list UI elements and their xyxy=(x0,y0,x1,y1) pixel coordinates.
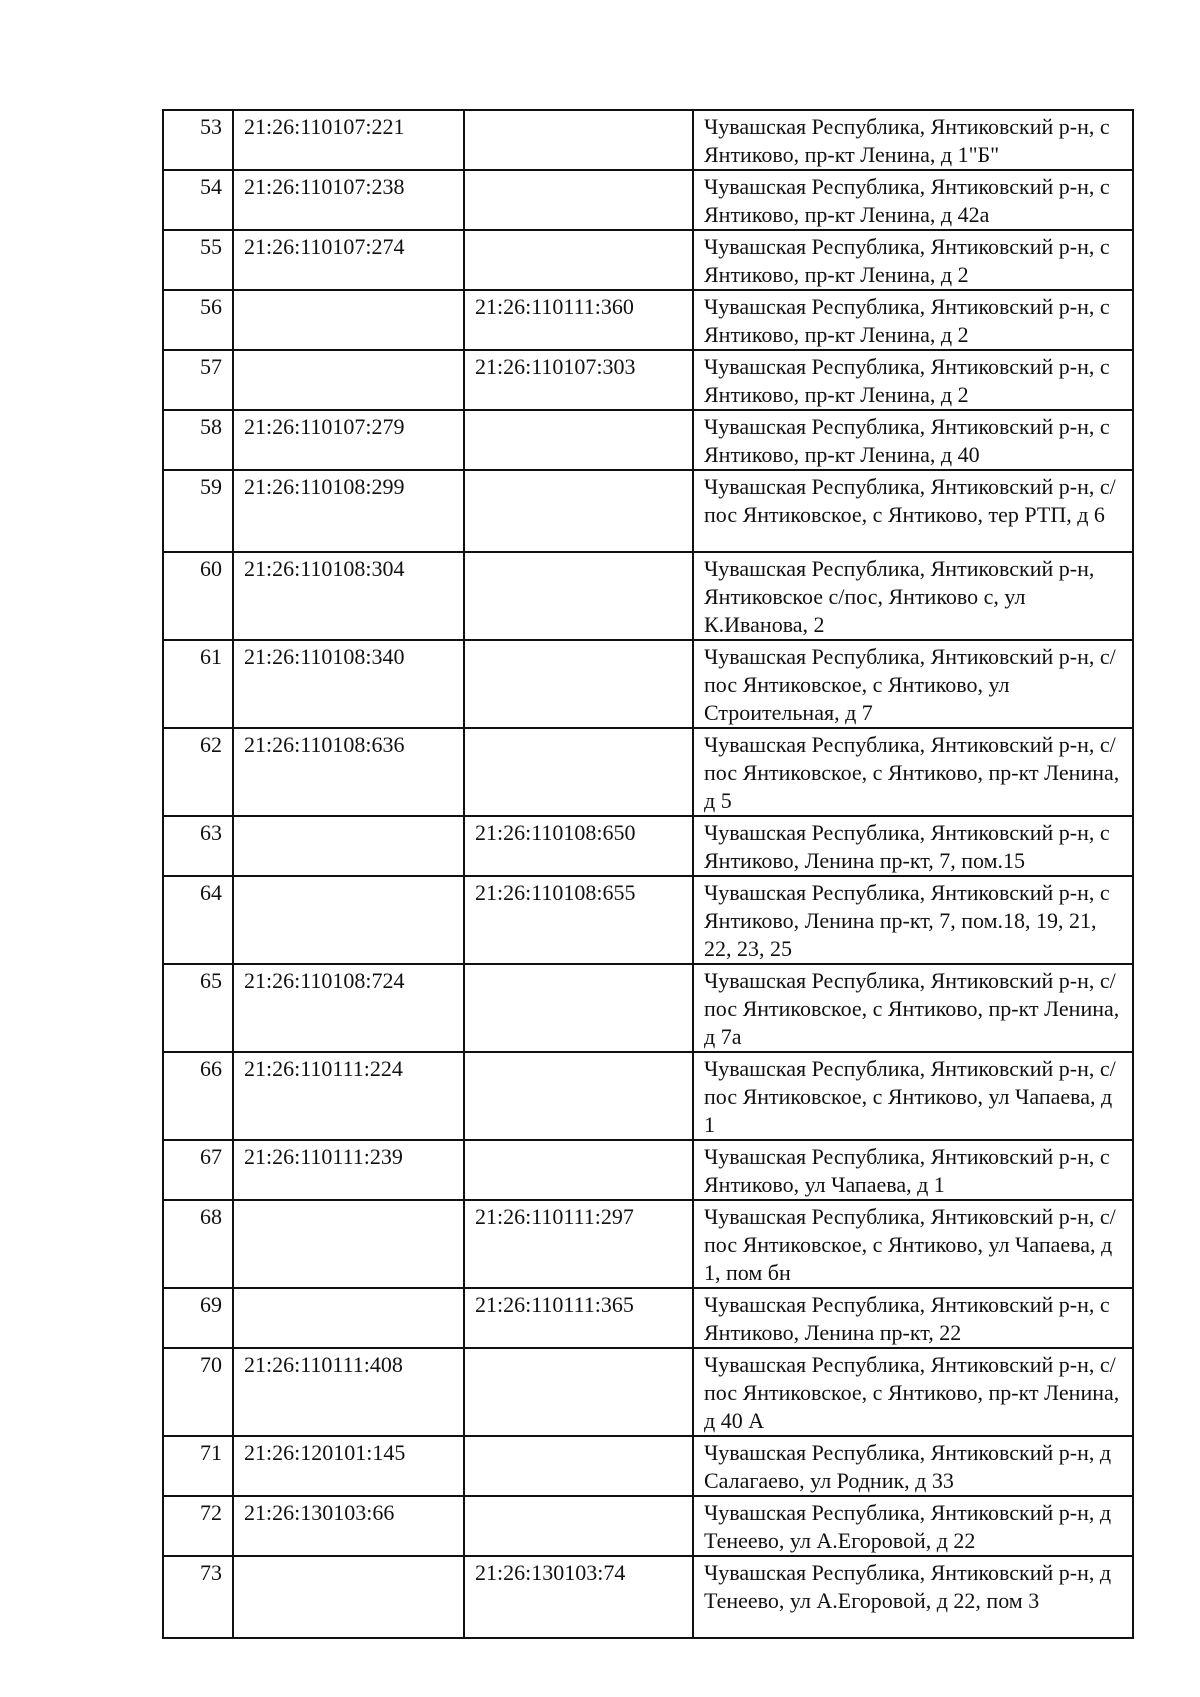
row-number: 60 xyxy=(163,552,233,640)
address-cell: Чувашская Республика, Янтиковский р-н, с Янтиково, ул Чапаева, д 1 xyxy=(693,1140,1133,1200)
cadastral-number-premises xyxy=(464,640,693,728)
cadastral-number-premises: 21:26:110107:303 xyxy=(464,350,693,410)
row-number: 64 xyxy=(163,876,233,964)
cadastral-number-building: 21:26:110108:304 xyxy=(233,552,464,640)
table-row xyxy=(163,110,1133,170)
row-number: 61 xyxy=(163,640,233,728)
table-row xyxy=(163,170,1133,230)
table-row xyxy=(163,470,1133,552)
table-row xyxy=(163,1348,1133,1436)
table-row xyxy=(163,350,1133,410)
table-row xyxy=(163,1140,1133,1200)
cadastral-number-building: 21:26:110107:279 xyxy=(233,410,464,470)
cadastral-number-building: 21:26:110111:408 xyxy=(233,1348,464,1436)
address-cell: Чувашская Республика, Янтиковский р-н, с Янтиково, Ленина пр-кт, 7, пом.15 xyxy=(693,816,1133,876)
table-row xyxy=(163,728,1133,816)
cadastral-number-building xyxy=(233,816,464,876)
cadastral-number-building: 21:26:110107:221 xyxy=(233,110,464,170)
row-number: 67 xyxy=(163,1140,233,1200)
cadastral-number-building xyxy=(233,1556,464,1638)
address-cell: Чувашская Республика, Янтиковский р-н, с/пос Янтиковское, с Янтиково, ул Чапаева, д 1, пом бн xyxy=(693,1200,1133,1288)
cadastral-number-premises xyxy=(464,1496,693,1556)
row-number: 73 xyxy=(163,1556,233,1638)
address-cell: Чувашская Республика, Янтиковский р-н, с Янтиково, Ленина пр-кт, 7, пом.18, 19, 21, 22, 23, 25 xyxy=(693,876,1133,964)
cadastral-number-premises xyxy=(464,964,693,1052)
cadastral-number-premises xyxy=(464,1348,693,1436)
cadastral-number-premises xyxy=(464,410,693,470)
address-cell: Чувашская Республика, Янтиковский р-н, с/пос Янтиковское, с Янтиково, пр-кт Ленина, д 40 А xyxy=(693,1348,1133,1436)
address-cell: Чувашская Республика, Янтиковский р-н, с/пос Янтиковское, с Янтиково, пр-кт Ленина, д 7а xyxy=(693,964,1133,1052)
row-number: 63 xyxy=(163,816,233,876)
property-registry-table xyxy=(162,109,1134,1639)
table-row xyxy=(163,1288,1133,1348)
row-number: 68 xyxy=(163,1200,233,1288)
cadastral-number-premises xyxy=(464,1052,693,1140)
row-number: 53 xyxy=(163,110,233,170)
address-cell: Чувашская Республика, Янтиковский р-н, с/пос Янтиковское, с Янтиково, ул Строительная, д 7 xyxy=(693,640,1133,728)
row-number: 58 xyxy=(163,410,233,470)
row-number: 55 xyxy=(163,230,233,290)
address-cell: Чувашская Республика, Янтиковский р-н, с Янтиково, пр-кт Ленина, д 1"Б" xyxy=(693,110,1133,170)
document-page xyxy=(162,109,1132,1639)
address-cell: Чувашская Республика, Янтиковский р-н, с/пос Янтиковское, с Янтиково, тер РТП, д 6 xyxy=(693,470,1133,552)
address-cell: Чувашская Республика, Янтиковский р-н, д Салагаево, ул Родник, д 33 xyxy=(693,1436,1133,1496)
table-row xyxy=(163,290,1133,350)
table-row xyxy=(163,640,1133,728)
address-cell: Чувашская Республика, Янтиковский р-н, с Янтиково, Ленина пр-кт, 22 xyxy=(693,1288,1133,1348)
address-cell: Чувашская Республика, Янтиковский р-н, с/пос Янтиковское, с Янтиково, ул Чапаева, д 1 xyxy=(693,1052,1133,1140)
address-cell: Чувашская Республика, Янтиковский р-н, с Янтиково, пр-кт Ленина, д 2 xyxy=(693,230,1133,290)
row-number: 62 xyxy=(163,728,233,816)
cadastral-number-premises: 21:26:110108:655 xyxy=(464,876,693,964)
cadastral-number-premises: 21:26:110111:360 xyxy=(464,290,693,350)
table-body xyxy=(163,110,1133,1638)
table-row xyxy=(163,964,1133,1052)
cadastral-number-premises: 21:26:110111:365 xyxy=(464,1288,693,1348)
table-row xyxy=(163,1556,1133,1638)
cadastral-number-premises xyxy=(464,552,693,640)
table-row xyxy=(163,230,1133,290)
cadastral-number-building: 21:26:110107:274 xyxy=(233,230,464,290)
cadastral-number-building xyxy=(233,350,464,410)
row-number: 71 xyxy=(163,1436,233,1496)
cadastral-number-building xyxy=(233,290,464,350)
cadastral-number-building: 21:26:110108:340 xyxy=(233,640,464,728)
row-number: 56 xyxy=(163,290,233,350)
cadastral-number-building xyxy=(233,876,464,964)
address-cell: Чувашская Республика, Янтиковский р-н, д Тенеево, ул А.Егоровой, д 22, пом 3 xyxy=(693,1556,1133,1638)
cadastral-number-building xyxy=(233,1288,464,1348)
cadastral-number-premises xyxy=(464,1140,693,1200)
address-cell: Чувашская Республика, Янтиковский р-н, с Янтиково, пр-кт Ленина, д 2 xyxy=(693,350,1133,410)
row-number: 65 xyxy=(163,964,233,1052)
row-number: 69 xyxy=(163,1288,233,1348)
table-row xyxy=(163,1496,1133,1556)
table-row xyxy=(163,1200,1133,1288)
row-number: 57 xyxy=(163,350,233,410)
address-cell: Чувашская Республика, Янтиковский р-н, с Янтиково, пр-кт Ленина, д 2 xyxy=(693,290,1133,350)
table-row xyxy=(163,1436,1133,1496)
cadastral-number-premises: 21:26:130103:74 xyxy=(464,1556,693,1638)
row-number: 72 xyxy=(163,1496,233,1556)
row-number: 70 xyxy=(163,1348,233,1436)
cadastral-number-building: 21:26:110107:238 xyxy=(233,170,464,230)
table-row xyxy=(163,552,1133,640)
address-cell: Чувашская Республика, Янтиковский р-н, с Янтиково, пр-кт Ленина, д 40 xyxy=(693,410,1133,470)
cadastral-number-premises: 21:26:110111:297 xyxy=(464,1200,693,1288)
cadastral-number-premises: 21:26:110108:650 xyxy=(464,816,693,876)
cadastral-number-building: 21:26:110108:636 xyxy=(233,728,464,816)
cadastral-number-premises xyxy=(464,1436,693,1496)
table-row xyxy=(163,1052,1133,1140)
cadastral-number-building: 21:26:110111:224 xyxy=(233,1052,464,1140)
cadastral-number-premises xyxy=(464,170,693,230)
cadastral-number-building: 21:26:120101:145 xyxy=(233,1436,464,1496)
cadastral-number-building: 21:26:110111:239 xyxy=(233,1140,464,1200)
cadastral-number-building: 21:26:110108:724 xyxy=(233,964,464,1052)
address-cell: Чувашская Республика, Янтиковский р-н, с/пос Янтиковское, с Янтиково, пр-кт Ленина, д 5 xyxy=(693,728,1133,816)
row-number: 66 xyxy=(163,1052,233,1140)
cadastral-number-building: 21:26:110108:299 xyxy=(233,470,464,552)
address-cell: Чувашская Республика, Янтиковский р-н, д Тенеево, ул А.Егоровой, д 22 xyxy=(693,1496,1133,1556)
cadastral-number-premises xyxy=(464,230,693,290)
cadastral-number-premises xyxy=(464,470,693,552)
address-cell: Чувашская Республика, Янтиковский р-н, с Янтиково, пр-кт Ленина, д 42а xyxy=(693,170,1133,230)
cadastral-number-building: 21:26:130103:66 xyxy=(233,1496,464,1556)
address-cell: Чувашская Республика, Янтиковский р-н, Янтиковское с/пос, Янтиково с, ул К.Иванова, 2 xyxy=(693,552,1133,640)
cadastral-number-premises xyxy=(464,728,693,816)
row-number: 54 xyxy=(163,170,233,230)
table-row xyxy=(163,410,1133,470)
cadastral-number-premises xyxy=(464,110,693,170)
cadastral-number-building xyxy=(233,1200,464,1288)
table-row xyxy=(163,816,1133,876)
table-row xyxy=(163,876,1133,964)
row-number: 59 xyxy=(163,470,233,552)
